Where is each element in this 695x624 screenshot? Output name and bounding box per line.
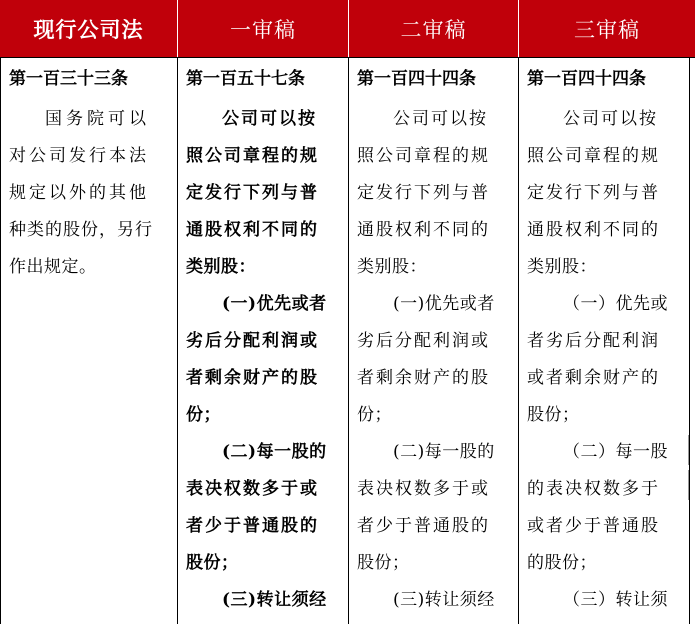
text-line: 照公司章程的规 [527,146,660,166]
text-line: 公司可以按 [563,109,658,129]
text-line: 通股权利不同的 [527,220,660,240]
text-line: 种类的股份，另行 [9,220,153,240]
text-line: 类别股： [186,257,256,277]
text-line: 股份； [527,405,580,425]
text-line: 通股权利不同的 [186,220,319,240]
text-line: 定发行下列与普 [527,183,660,203]
text-line: (二)每一股的 [222,442,327,462]
text-line: (三)转让须经 [222,590,327,610]
text-line: 类别股： [527,257,597,277]
text-line: 对公司发行本法 [9,146,149,166]
column-second-draft [349,57,519,624]
text-line: 的表决权数多于 [527,479,660,499]
text-line: 劣后分配利润或 [186,331,319,351]
text-line: 类别股： [357,257,427,277]
text-line: 股份； [186,553,239,573]
header-third-draft: 三审稿 [519,0,695,57]
text-line: （二）每一股 [563,442,668,462]
edge-mark [688,435,689,465]
text-line: 者劣后分配利润 [527,331,660,351]
text-line: 者少于普通股的 [186,516,319,536]
text-line: 通股权利不同的 [357,220,490,240]
text-line: 者剩余财产的股 [357,368,490,388]
text-line: (三)转让须经 [393,590,495,610]
text-line: （三）转让须 [563,590,668,610]
text-line: 作出规定。 [9,257,97,277]
text-line: 或者少于普通股 [527,516,660,536]
article-number: 第一百三十三条 [9,69,128,89]
text-line: 者剩余财产的股 [186,368,319,388]
text-line: 份； [357,405,392,425]
text-line: （一）优先或 [563,294,668,314]
article-number: 第一百四十四条 [527,69,646,89]
text-line: 国务院可以 [45,109,150,129]
text-line: 份； [186,405,221,425]
text-line: 照公司章程的规 [186,146,319,166]
text-line: (一)优先或者 [222,294,327,314]
header-first-draft: 一审稿 [178,0,349,57]
header-current-law: 现行公司法 [0,0,178,57]
text-line: 或者剩余财产的 [527,368,660,388]
text-line: (二)每一股的 [393,442,495,462]
header-second-draft: 二审稿 [349,0,519,57]
article-number: 第一百四十四条 [357,69,476,89]
column-current-law [0,57,178,624]
text-line: 劣后分配利润或 [357,331,490,351]
column-third-draft [519,57,690,624]
text-line: 规定以外的其他 [9,183,149,203]
text-line: 的股份； [527,553,597,573]
text-line: 公司可以按 [222,109,317,129]
article-number: 第一百五十七条 [186,69,305,89]
text-line: 股份； [357,553,410,573]
text-line: (一)优先或者 [393,294,495,314]
text-line: 定发行下列与普 [357,183,490,203]
text-line: 照公司章程的规 [357,146,490,166]
text-line: 者少于普通股的 [357,516,490,536]
text-line: 表决权数多于或 [186,479,319,499]
edge-mark [688,470,689,500]
text-line: 公司可以按 [393,109,488,129]
text-line: 表决权数多于或 [357,479,490,499]
column-first-draft [178,57,349,624]
text-line: 定发行下列与普 [186,183,319,203]
